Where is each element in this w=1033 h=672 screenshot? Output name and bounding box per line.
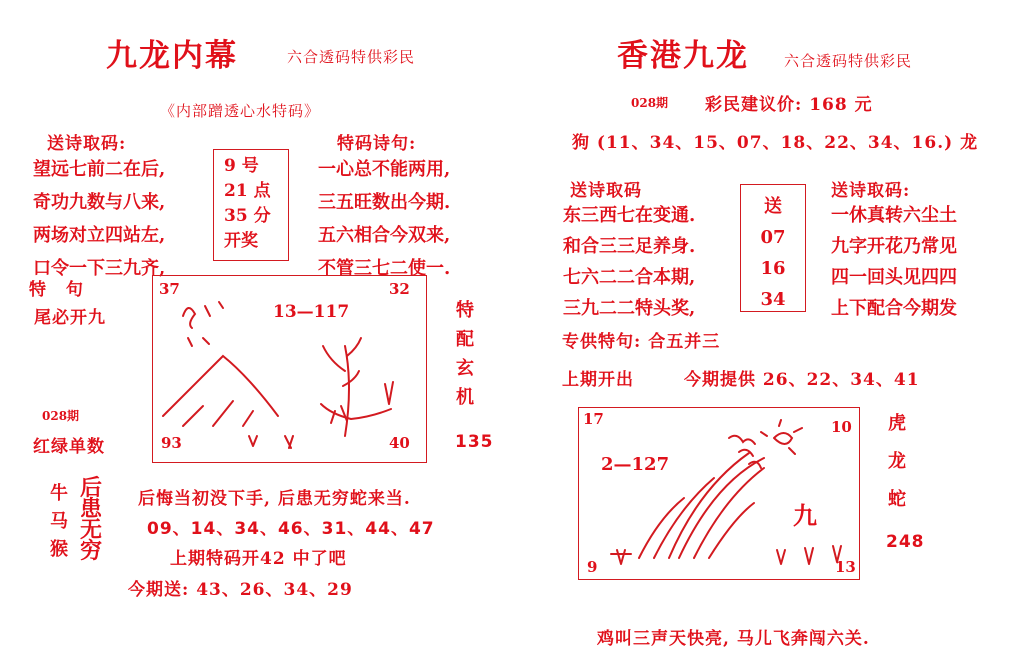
left-poem-right-label: 特码诗句: (337, 134, 417, 154)
right-poem-right-lines (831, 200, 957, 324)
sketch-num-mid: 2—127 (601, 454, 670, 475)
poem-line: 不管三七二使一. (318, 258, 451, 279)
box-line: 21 点 (224, 181, 271, 201)
animal: 猴 (50, 539, 68, 560)
right-period: 028期 (631, 96, 669, 110)
left-quote-title: 《内部蹭透心水特码》 (160, 102, 321, 120)
left-subtitle: 六合透码特供彩民 (287, 48, 416, 66)
right-sketch-box (578, 407, 860, 580)
left-center-box (213, 149, 289, 261)
poem-line: 东三西七在变通. (563, 205, 696, 226)
right-bottom-line: 鸡叫三声天快亮, 马儿飞奔闯六关. (597, 629, 870, 649)
left-big-chars (80, 475, 103, 564)
left-red-green: 红绿单数 (33, 437, 105, 457)
left-animals (50, 480, 68, 564)
left-special-label: 特 句 (29, 280, 84, 300)
right-special-line: 专供特句: 合五并三 (562, 332, 721, 352)
big-char: 患 (80, 496, 103, 522)
left-poem-right-lines (318, 153, 450, 285)
sketch-num-tl: 37 (159, 280, 180, 298)
right-price: 彩民建议价: 168 元 (705, 95, 873, 115)
left-sketch-box (152, 275, 427, 463)
poem-line: 望远七前二在后, (33, 159, 166, 180)
poem-line: 三九二二特头奖, (563, 298, 696, 319)
poem-line: 一休真转六尘土 (831, 205, 957, 226)
side-char: 机 (456, 387, 474, 408)
sketch-num-mid: 13—117 (273, 302, 350, 322)
poem-line: 奇功九数与八来, (33, 192, 166, 213)
box-line: 35 分 (224, 206, 271, 226)
left-side-chars (456, 296, 474, 412)
box-line: 34 (760, 289, 786, 310)
sketch-num-tl: 17 (583, 410, 604, 428)
poem-line: 三五旺数出今期. (318, 192, 451, 213)
big-char: 后 (80, 475, 103, 501)
right-poem-right-label: 送诗取码: (831, 181, 911, 201)
sketch-num-tr: 32 (389, 280, 410, 298)
right-title: 香港九龙 (617, 38, 749, 74)
left-poem-label: 送诗取码: (47, 134, 127, 154)
left-special-text: 尾必开九 (34, 308, 106, 328)
left-title: 九龙内幕 (106, 38, 238, 74)
right-subtitle: 六合透码特供彩民 (784, 52, 913, 70)
box-line: 9 号 (224, 156, 259, 176)
left-line4: 今期送: 43、26、34、29 (128, 580, 353, 600)
big-char: 穷 (80, 538, 103, 564)
sketch-num-br: 13 (835, 558, 856, 576)
side-char: 虎 (888, 413, 906, 434)
sketch-num-bl: 93 (161, 434, 182, 452)
right-dog-line: 狗 (11、34、15、07、18、22、34、16.) 龙 (572, 133, 979, 153)
right-side-number: 248 (886, 532, 925, 552)
right-this-period: 今期提供 26、22、34、41 (684, 370, 920, 390)
left-side-number: 135 (455, 432, 494, 452)
left-line1: 后悔当初没下手, 后患无穷蛇来当. (138, 489, 411, 509)
sketch-char: 九 (793, 501, 817, 530)
right-poem-left-label: 送诗取码 (570, 181, 642, 201)
box-line: 送 (764, 196, 782, 217)
box-line: 07 (760, 227, 786, 248)
right-sketch-drawing (579, 408, 861, 581)
poem-line: 口令一下三九齐, (33, 258, 166, 279)
poem-line: 两场对立四站左, (33, 225, 166, 246)
sketch-num-br: 40 (389, 434, 410, 452)
poem-line: 上下配合今期发 (831, 298, 957, 319)
poem-line: 和合三三足养身. (563, 236, 696, 257)
left-poem-left-lines (33, 153, 165, 285)
poem-line: 五六相合今双来, (318, 225, 451, 246)
right-center-box (740, 184, 806, 312)
left-line2: 09、14、34、46、31、44、47 (147, 519, 435, 539)
animal: 马 (50, 511, 68, 532)
poem-line: 四一回头见四四 (831, 267, 957, 288)
big-char: 无 (80, 517, 103, 543)
box-line: 16 (760, 258, 786, 279)
side-char: 玄 (456, 358, 474, 379)
right-poem-left-lines (563, 200, 695, 324)
sketch-num-bl: 9 (587, 558, 598, 576)
side-char: 龙 (888, 451, 906, 472)
poem-line: 一心总不能两用, (318, 159, 451, 180)
right-side-chars (888, 405, 906, 519)
left-line3: 上期特码开42 中了吧 (170, 549, 347, 569)
side-char: 配 (456, 329, 474, 350)
poem-line: 七六二二合本期, (563, 267, 696, 288)
animal: 牛 (50, 483, 68, 504)
side-char: 特 (456, 300, 474, 321)
side-char: 蛇 (888, 489, 906, 510)
poem-line: 九字开花乃常见 (831, 236, 957, 257)
sketch-num-tr: 10 (831, 418, 852, 436)
box-line: 开奖 (224, 231, 258, 251)
left-period: 028期 (42, 409, 80, 423)
right-last-period: 上期开出 (562, 370, 634, 390)
